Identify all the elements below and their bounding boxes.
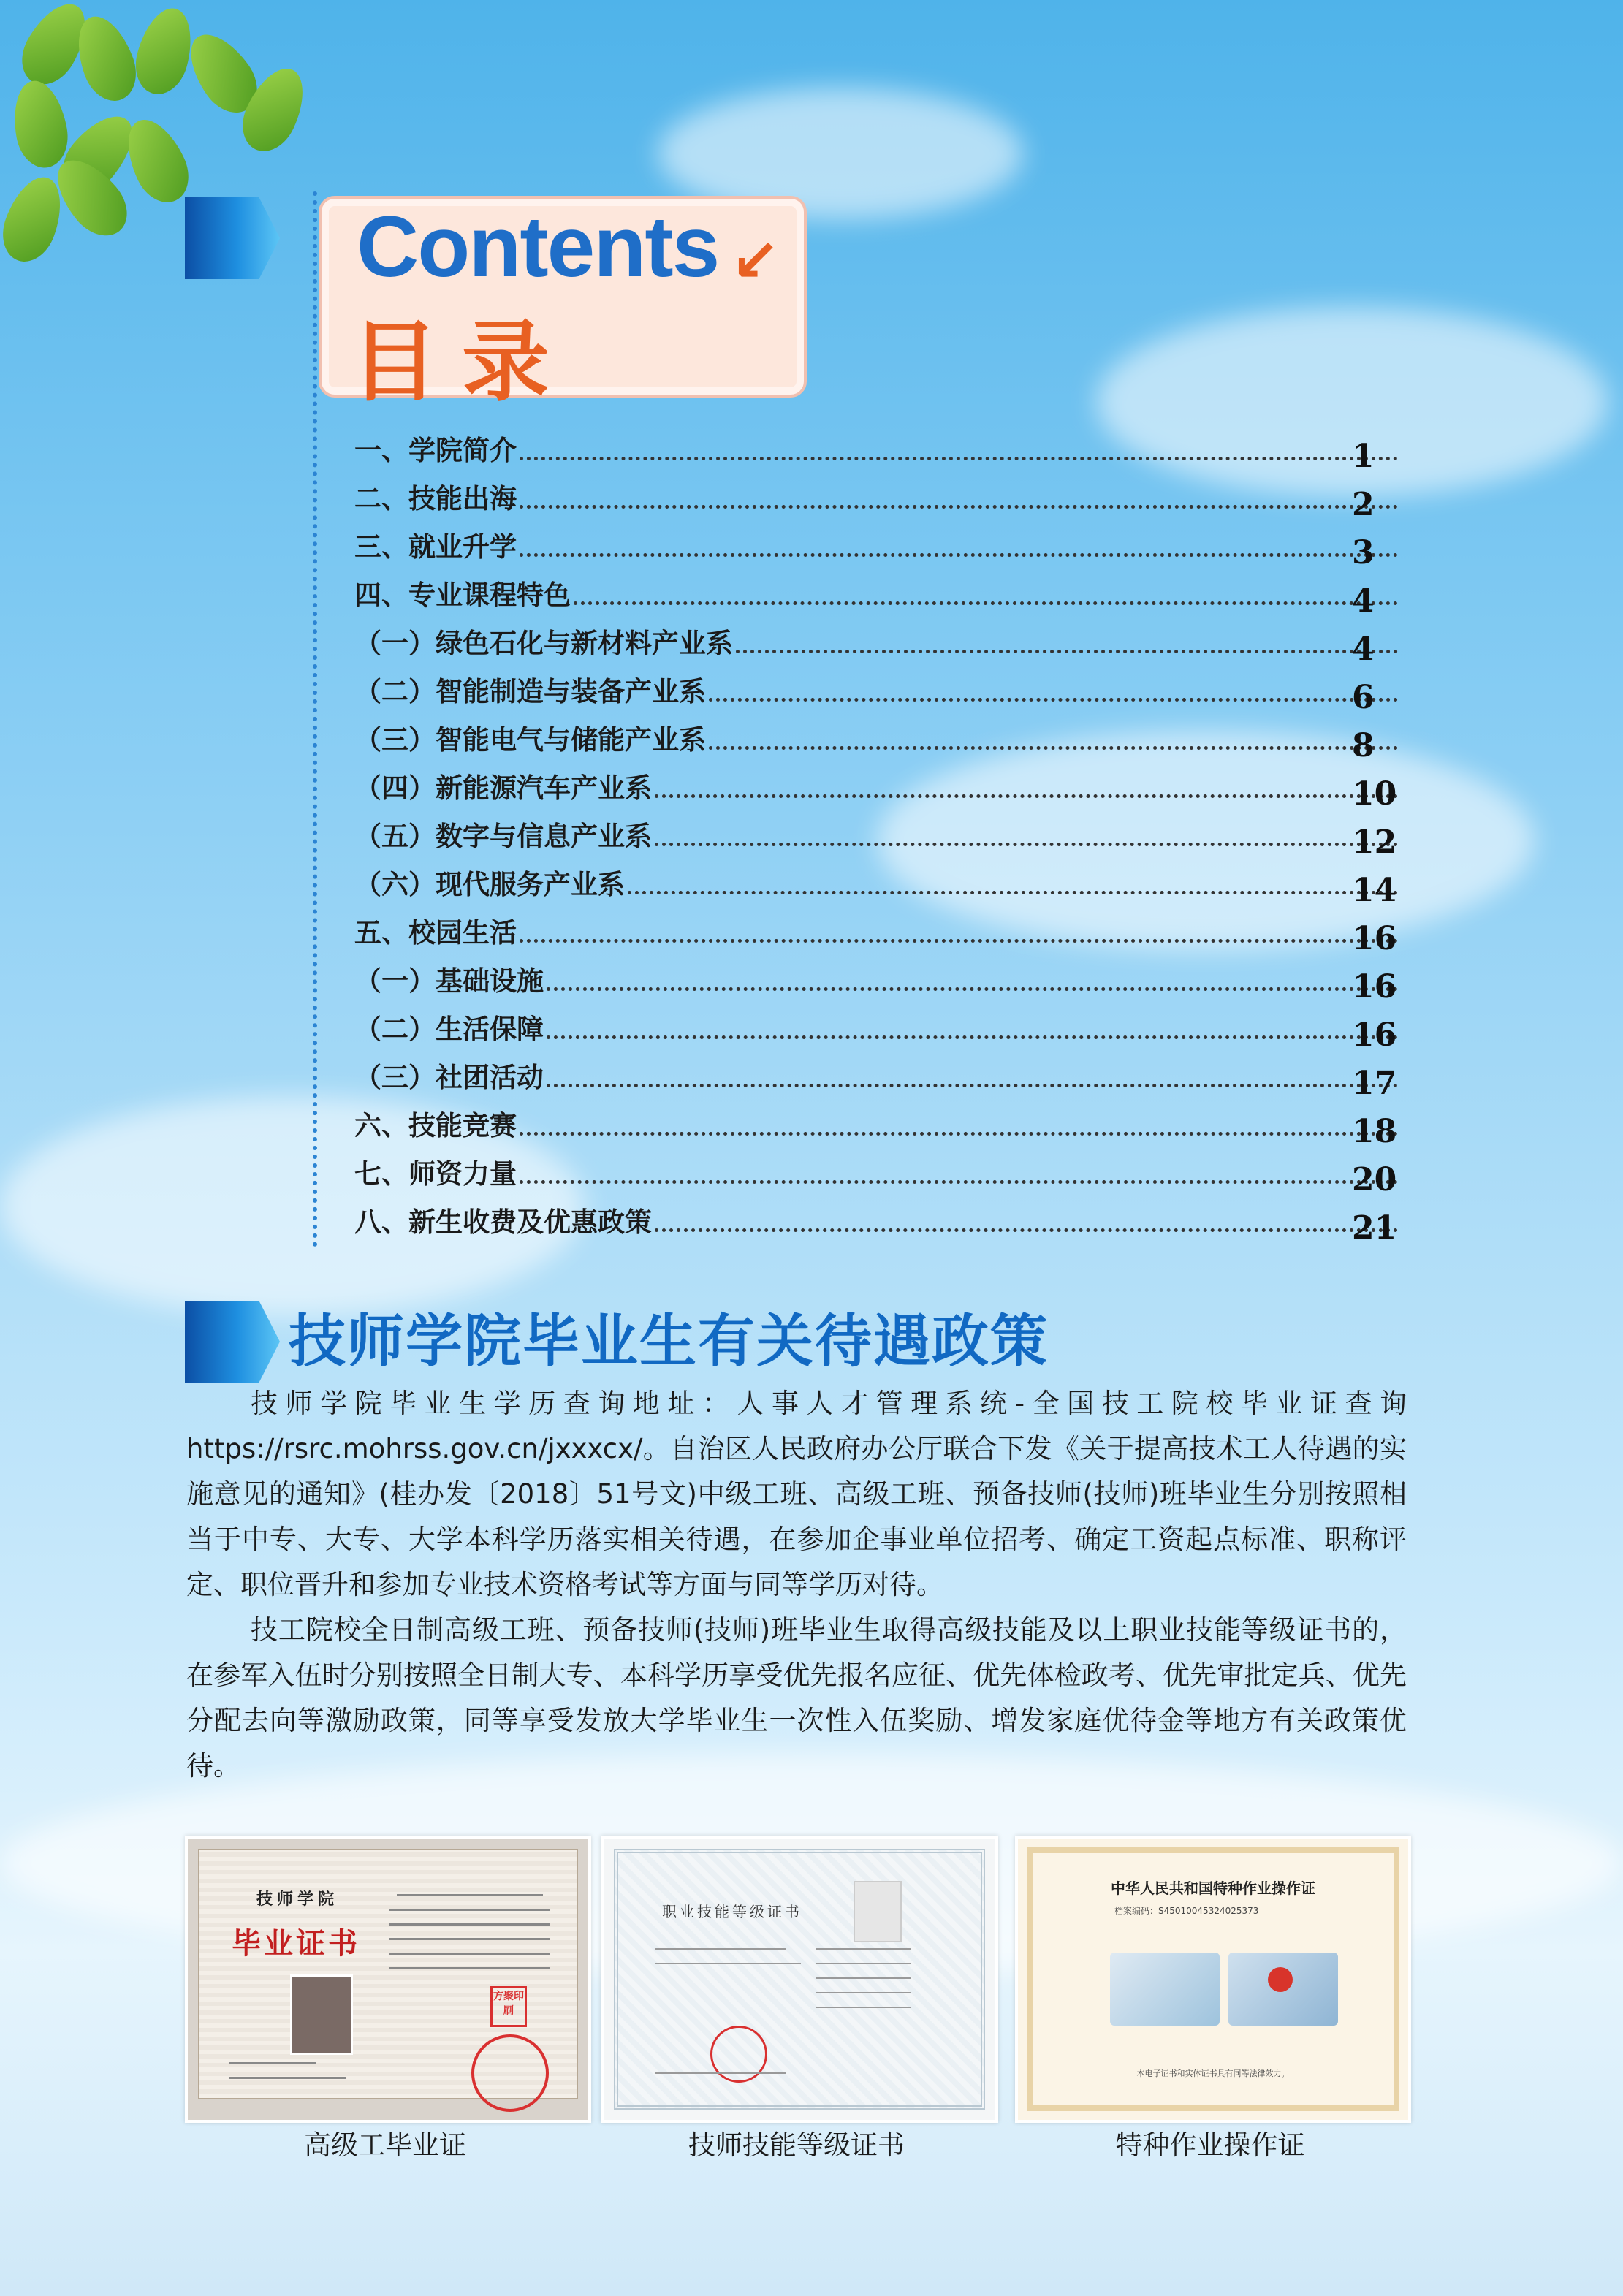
toc-leader: [520, 553, 1398, 557]
contents-title-cn: 目录: [351, 312, 573, 414]
skill-level-certificate-image: [601, 1836, 998, 2123]
cert-caption: 特种作业操作证: [1115, 2129, 1305, 2161]
toc-row[interactable]: [354, 954, 1407, 1006]
toc-label: 七、师资力量: [354, 1158, 517, 1190]
cert-caption: 高级工毕业证: [304, 2129, 466, 2161]
cert-code: 档案编码：S45010045324025373: [1114, 1906, 1259, 1916]
toc-leader: [655, 1228, 1398, 1232]
toc-label: 六、技能竞赛: [354, 1110, 517, 1141]
red-seal-icon: [710, 2026, 767, 2083]
cert-title: 毕业证书: [232, 1926, 360, 1961]
cert-title: 职业技能等级证书: [662, 1903, 802, 1920]
toc-leader: [574, 601, 1398, 605]
graduation-certificate-image: [185, 1836, 591, 2123]
toc-page: 14: [1352, 872, 1397, 909]
toc-label: 八、新生收费及优惠政策: [354, 1206, 652, 1238]
toc-page: 16: [1352, 968, 1397, 1006]
toc-row[interactable]: [354, 1147, 1407, 1198]
id-card-front: [1110, 1953, 1220, 2026]
stamp: 方聚印刷: [490, 1986, 527, 2027]
toc-leader: [520, 1132, 1398, 1136]
toc-page: 12: [1352, 824, 1397, 861]
toc-page: 1: [1352, 438, 1375, 475]
toc-label: （一）绿色石化与新材料产业系: [354, 628, 733, 659]
toc-row[interactable]: [354, 617, 1407, 668]
toc-page: 4: [1352, 582, 1375, 620]
toc-label: （二）智能制造与装备产业系: [354, 676, 706, 707]
toc-row[interactable]: [354, 665, 1407, 716]
toc-leader: [628, 891, 1398, 894]
dotted-divider: [313, 191, 317, 1247]
toc-row[interactable]: [354, 761, 1407, 813]
toc-page: 21: [1352, 1209, 1397, 1247]
photo-blurred: [854, 1881, 902, 1942]
toc-label: （三）社团活动: [354, 1062, 544, 1093]
toc-page: 4: [1352, 631, 1375, 668]
toc-leader: [520, 457, 1398, 460]
toc-leader: [547, 987, 1398, 991]
special-operation-certificate-image: [1015, 1836, 1411, 2123]
toc-row[interactable]: [354, 1099, 1407, 1150]
toc-page: 16: [1352, 920, 1397, 957]
toc-label: 四、专业课程特色: [354, 579, 571, 611]
toc-label: 一、学院简介: [354, 435, 517, 466]
toc-page: 20: [1352, 1161, 1397, 1198]
toc-row[interactable]: [354, 713, 1407, 764]
toc-row[interactable]: [354, 569, 1407, 620]
cert-school-title: 技师学院: [256, 1890, 339, 1909]
toc-row[interactable]: [354, 906, 1407, 957]
section-marker: [185, 197, 280, 279]
toc-row[interactable]: [354, 858, 1407, 909]
toc-label: （二）生活保障: [354, 1014, 544, 1045]
toc-page: 3: [1352, 534, 1375, 571]
toc-page: 16: [1352, 1016, 1397, 1054]
toc-label: （四）新能源汽车产业系: [354, 772, 652, 804]
toc-row[interactable]: [354, 472, 1407, 523]
toc-label: 三、就业升学: [354, 531, 517, 563]
policy-paragraph-2: 技工院校全日制高级工班、预备技师(技师)班毕业生取得高级技能及以上职业技能等级证书的，在参军入伍时分别按照全日制大专、本科学历享受优先报名应征、优先体检政考、优先审批定兵、优先分配去向等激励政策，同等享受发放大学毕业生一次性入伍奖励、增发家庭优待金等地方有关政策优待。: [186, 1614, 1407, 1782]
cert-caption: 技师技能等级证书: [688, 2129, 905, 2161]
contents-title-en: Contents: [357, 199, 719, 295]
toc-leader: [520, 505, 1398, 509]
photo-blurred: [290, 1974, 353, 2055]
toc-page: 17: [1352, 1065, 1397, 1102]
national-emblem-icon: [1268, 1967, 1293, 1992]
toc-leader: [655, 843, 1398, 846]
toc-label: 二、技能出海: [354, 483, 517, 514]
toc-page: 2: [1352, 486, 1375, 523]
red-seal-icon: [471, 2034, 549, 2112]
toc-leader: [520, 939, 1398, 943]
toc-leader: [547, 1035, 1398, 1039]
toc-page: 6: [1352, 679, 1375, 716]
toc-label: （一）基础设施: [354, 965, 544, 997]
cert-footer: 本电子证书和实体证书具有同等法律效力。: [1136, 2069, 1290, 2078]
section-title: 技师学院毕业生有关待遇政策: [289, 1309, 1049, 1375]
cert-title: 中华人民共和国特种作业操作证: [1111, 1879, 1315, 1897]
toc-row[interactable]: [354, 1051, 1407, 1102]
toc-leader: [520, 1180, 1398, 1184]
arrow-down-left-icon: ↙: [731, 227, 780, 294]
toc-page: 8: [1352, 727, 1375, 764]
toc-leader: [547, 1084, 1398, 1087]
toc-leader: [709, 746, 1398, 750]
toc-label: （五）数字与信息产业系: [354, 821, 652, 852]
toc-row[interactable]: [354, 1003, 1407, 1054]
toc-row[interactable]: [354, 520, 1407, 571]
toc-page: 18: [1352, 1113, 1397, 1150]
toc-label: （三）智能电气与储能产业系: [354, 724, 706, 756]
toc-leader: [736, 650, 1398, 653]
policy-paragraph-1: 技师学院毕业生学历查询地址：人事人才管理系统-全国技工院校毕业证查询 https://rsrc.mohrss.gov.cn/jxxxcx/。自治区人民政府办公厅联合下发《关于提高技术工人待遇的实施意见的通知》(桂办发〔2018〕51号文)中级工班、高级工班、预备技师(技师)班毕业生分别按照相当于中专、大专、大学本科学历落实相关待遇，在参加企事业单位招考、确定工资起点标准、职称评定、职位晋升和参加专业技术资格考试等方面与同等学历对待。: [186, 1388, 1407, 1600]
toc-label: 五、校园生活: [354, 917, 517, 949]
toc-leader: [709, 698, 1398, 702]
toc-row[interactable]: [354, 810, 1407, 861]
toc-row[interactable]: [354, 1195, 1407, 1247]
toc-label: （六）现代服务产业系: [354, 869, 625, 900]
toc-row[interactable]: [354, 424, 1407, 475]
toc-page: 10: [1352, 775, 1397, 813]
toc-leader: [655, 794, 1398, 798]
